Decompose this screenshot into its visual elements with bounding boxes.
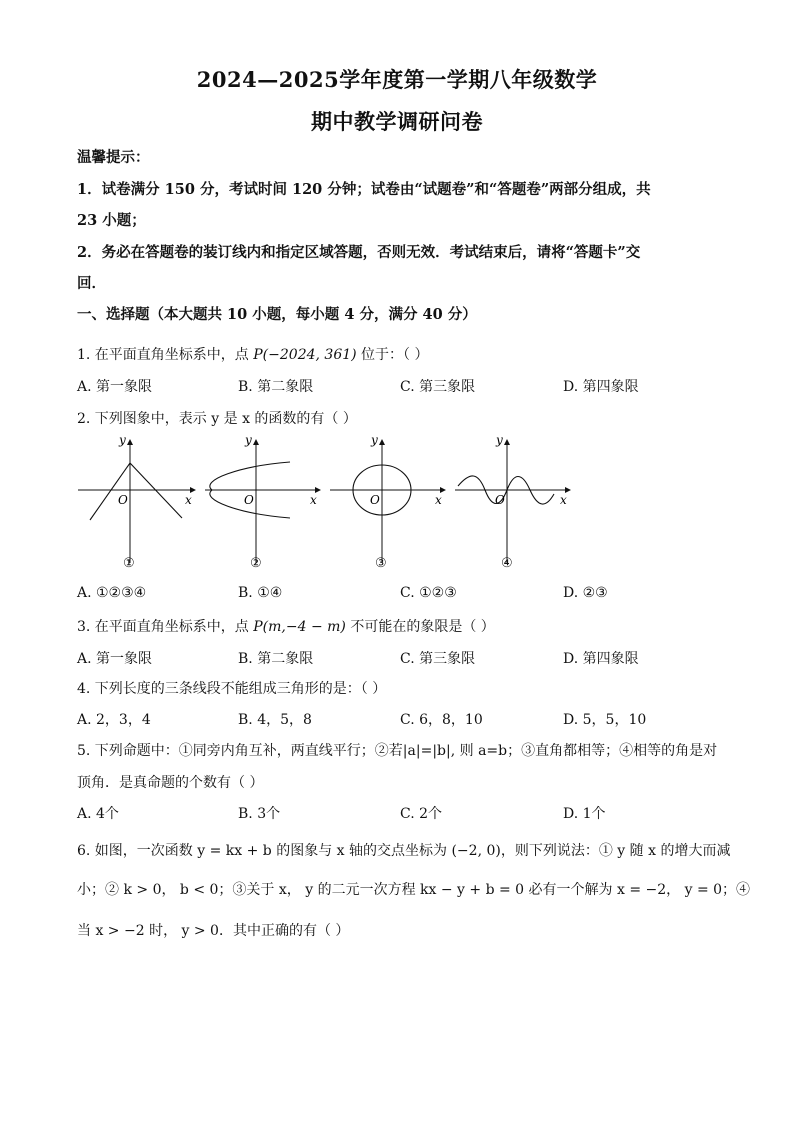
- q4-option-a: A. 2，3，4: [77, 712, 151, 728]
- q1-option-a: A. 第一象限: [77, 379, 153, 395]
- q5-option-a: A. 4个: [77, 806, 119, 822]
- g3-origin: O: [370, 493, 380, 507]
- question-2: 2. 下列图象中，表示 y 是 x 的函数的有（ ）: [77, 411, 357, 427]
- section-heading: 一、选择题（本大题共 10 小题，每小题 4 分，满分 40 分）: [77, 306, 477, 323]
- q3-point: P(m,−4 − m): [253, 619, 346, 635]
- exam-title: 2024—2025学年度第一学期八年级数学: [196, 67, 598, 92]
- q1-stem-b: 位于：（ ）: [356, 347, 429, 363]
- notice-item-1a: 1．试卷满分 150 分，考试时间 120 分钟；试卷由“试题卷”和“答题卷”两部分组成，共: [77, 181, 651, 198]
- q3-option-d: D. 第四象限: [563, 651, 639, 667]
- question-1: [77, 344, 717, 364]
- graph-1: [78, 433, 195, 563]
- q2-option-c: C. ①②③: [400, 585, 457, 601]
- g2-y-label: y: [245, 433, 252, 447]
- q1-stem-a: 1. 在平面直角坐标系中，点: [77, 347, 254, 363]
- q5-option-b: B. 3个: [238, 806, 281, 822]
- g2-x-label: x: [310, 493, 317, 507]
- q4-option-c: C. 6，8，10: [400, 712, 483, 728]
- q3-stem-b: 不可能在的象限是（ ）: [345, 619, 495, 635]
- graph-4: [455, 433, 570, 563]
- question-5-a: 5. 下列命题中：①同旁内角互补，两直线平行；②若|a|=|b|, 则 a=b；③直角都相等；④相等的角是对: [77, 743, 718, 759]
- q5-option-c: C. 2个: [400, 806, 443, 822]
- g2-origin: O: [244, 493, 254, 507]
- q4-option-d: D. 5，5，10: [563, 712, 647, 728]
- q1-option-c: C. 第三象限: [400, 379, 476, 395]
- q1-point: P(−2024, 361): [253, 347, 357, 363]
- g1-origin: O: [118, 493, 128, 507]
- g4-origin: O: [495, 493, 505, 507]
- q3-option-a: A. 第一象限: [77, 651, 153, 667]
- q1-option-d: D. 第四象限: [563, 379, 639, 395]
- question-4: 4. 下列长度的三条线段不能组成三角形的是：（ ）: [77, 681, 387, 697]
- q3-option-b: B. 第二象限: [238, 651, 314, 667]
- g4-y-label: y: [496, 433, 503, 447]
- q5-option-d: D. 1个: [563, 806, 606, 822]
- graph-2: [205, 433, 320, 563]
- q1-option-b: B. 第二象限: [238, 379, 314, 395]
- q2-option-b: B. ①④: [238, 585, 283, 601]
- notice-heading: 温馨提示：: [77, 149, 150, 166]
- question-6-line-1: 6. 如图，一次函数 y = kx + b 的图象与 x 轴的交点坐标为 (−2, 0)，则下列说法：① y 随 x 的增大而减: [77, 843, 731, 859]
- q4-option-b: B. 4，5，8: [238, 712, 312, 728]
- q2-option-d: D. ②③: [563, 585, 608, 601]
- question-6-line-3: 当 x > −2 时， y > 0．其中正确的有（ ）: [77, 923, 350, 939]
- notice-item-2b: 回．: [77, 275, 106, 292]
- graph-label-1: ①: [123, 556, 135, 571]
- notice-item-1b: 23 小题；: [77, 212, 146, 229]
- graph-3: [330, 433, 445, 563]
- question-3: [77, 616, 717, 636]
- g3-x-label: x: [435, 493, 442, 507]
- q2-option-a: A. ①②③④: [77, 585, 147, 601]
- graph-label-2: ②: [250, 556, 262, 571]
- q3-option-c: C. 第三象限: [400, 651, 476, 667]
- question-5-b: 顶角．是真命题的个数有（ ）: [77, 775, 264, 791]
- q3-stem-a: 3. 在平面直角坐标系中，点: [77, 619, 254, 635]
- g4-x-label: x: [560, 493, 567, 507]
- notice-item-2a: 2．务必在答题卷的装订线内和指定区域答题，否则无效．考试结束后，请将“答题卡”交: [77, 244, 641, 261]
- g1-y-label: y: [119, 433, 126, 447]
- g3-y-label: y: [371, 433, 378, 447]
- graph-label-4: ④: [501, 556, 513, 571]
- exam-subtitle: 期中教学调研问卷: [311, 109, 483, 134]
- g1-x-label: x: [185, 493, 192, 507]
- graph-label-3: ③: [375, 556, 387, 571]
- question-6-line-2: 小；② k > 0， b < 0；③关于 x， y 的二元一次方程 kx − y + b = 0 必有一个解为 x = −2， y = 0；④: [77, 882, 751, 898]
